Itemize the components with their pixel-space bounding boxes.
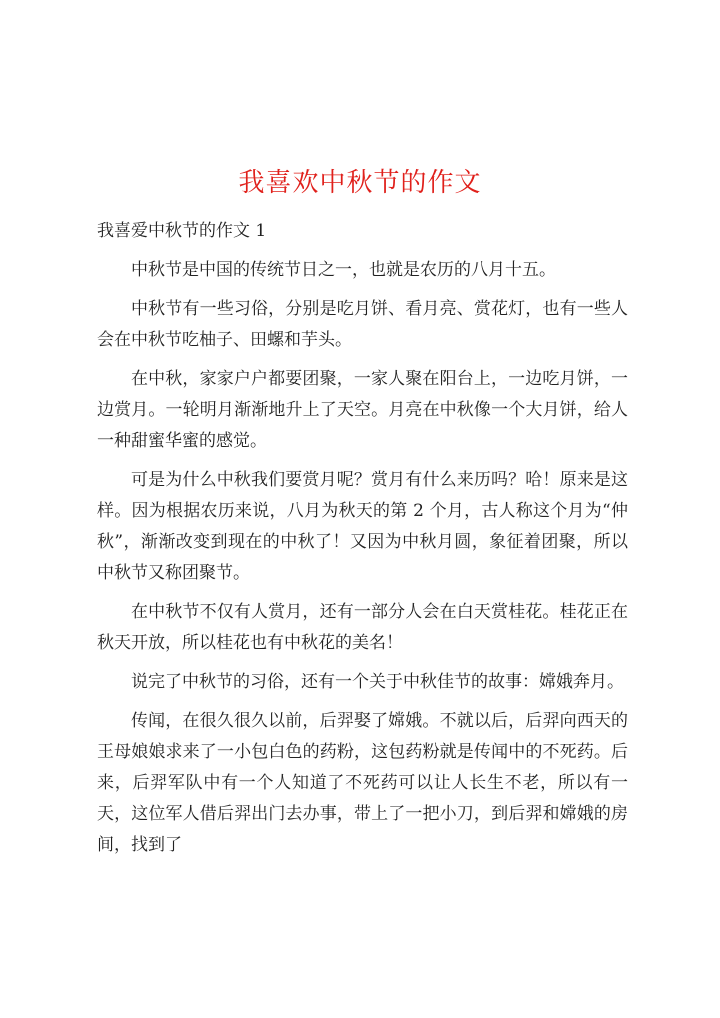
- paragraph-2: 中秋节有一些习俗，分别是吃月饼、看月亮、赏花灯，也有一些人会在中秋节吃柚子、田螺和芋头。: [97, 299, 628, 350]
- paragraph-4: 可是为什么中秋我们要赏月呢？赏月有什么来历吗？哈！原来是这样。因为根据农历来说，八月为秋天的第 2 个月，古人称这个月为“仲秋”，渐渐改变到现在的中秋了！又因为中秋月圆，象征着团聚，所以中秋节又称团聚节。: [97, 470, 628, 583]
- paragraph-3: 在中秋，家家户户都要团聚，一家人聚在阳台上，一边吃月饼，一边赏月。一轮明月渐渐地升上了天空。月亮在中秋像一个大月饼，给人一种甜蜜华蜜的感觉。: [97, 369, 628, 451]
- paragraph-5: 在中秋节不仅有人赏月，还有一部分人会在白天赏桂花。桂花正在秋天开放，所以桂花也有中秋花的美名！: [97, 602, 628, 653]
- paragraph-7: 传闻，在很久很久以前，后羿娶了嫦娥。不就以后，后羿向西天的王母娘娘求来了一小包白色的药粉，这包药粉就是传闻中的不死药。后来，后羿军队中有一个人知道了不死药可以让人长生不老，所以有一天，这位军人借后羿出门去办事，带上了一把小刀，到后羿和嫦娥的房间，找到了: [97, 711, 628, 855]
- document-body: [97, 216, 628, 869]
- paragraph-6: 说完了中秋节的习俗，还有一个关于中秋佳节的故事：嫦娥奔月。: [131, 672, 624, 692]
- paragraph-1: 中秋节是中国的传统节日之一，也就是农历的八月十五。: [131, 260, 556, 280]
- section-heading: 我喜爱中秋节的作文 1: [97, 221, 267, 241]
- document-title: 我喜欢中秋节的作文: [238, 168, 482, 199]
